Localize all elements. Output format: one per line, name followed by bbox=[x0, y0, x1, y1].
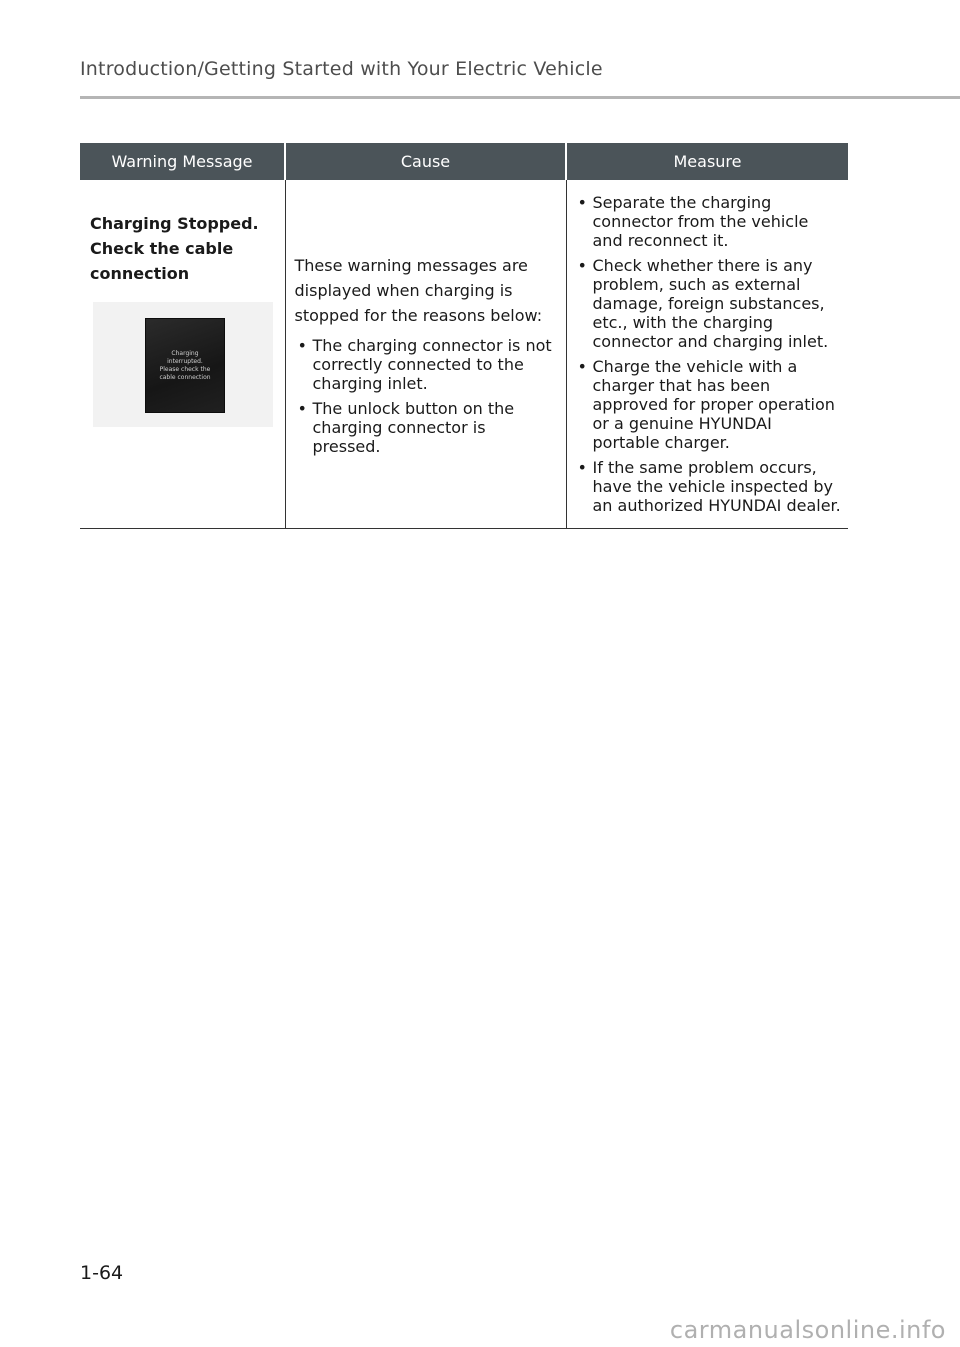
page-header: Introduction/Getting Started with Your Electric Vehicle bbox=[80, 58, 603, 80]
warning-line: Charging Stopped. bbox=[90, 214, 259, 233]
list-item: • The unlock button on the charging connector is pressed. bbox=[295, 399, 556, 456]
warning-message-text bbox=[80, 211, 285, 286]
warning-table bbox=[80, 143, 848, 529]
warning-message-cell bbox=[80, 180, 285, 529]
list-item: • Separate the charging connector from the vehicle and reconnect it. bbox=[575, 193, 843, 250]
cause-list bbox=[295, 336, 556, 456]
list-item: • The charging connector is not correctly connected to the charging inlet. bbox=[295, 336, 556, 393]
column-header-cause: Cause bbox=[285, 143, 566, 180]
header-rule bbox=[80, 96, 960, 99]
cause-cell bbox=[285, 180, 566, 529]
warning-line: connection bbox=[90, 264, 190, 283]
cause-intro: These warning messages are displayed when charging is stopped for the reasons below: bbox=[294, 255, 543, 325]
measure-cell bbox=[566, 180, 848, 529]
watermark: carmanualsonline.info bbox=[669, 1316, 946, 1344]
list-item: • Check whether there is any problem, such as external damage, foreign substances, etc., with the charging connector and charging inlet. bbox=[575, 256, 843, 351]
screen-line: Please check the bbox=[159, 365, 211, 373]
column-header-warning-message: Warning Message bbox=[80, 143, 285, 180]
cluster-screen-text bbox=[159, 350, 210, 382]
page-number: 1-64 bbox=[80, 1262, 124, 1284]
screen-line: Charging bbox=[171, 349, 199, 357]
cluster-display-illustration bbox=[93, 302, 273, 427]
table-header-row bbox=[80, 143, 848, 180]
table-row bbox=[80, 180, 848, 529]
screen-line: cable connection bbox=[159, 373, 211, 381]
list-item: • If the same problem occurs, have the vehicle inspected by an authorized HYUNDAI dealer. bbox=[575, 458, 843, 515]
screen-line: interrupted. bbox=[167, 357, 203, 365]
warning-line: Check the cable bbox=[90, 239, 234, 258]
cluster-screen bbox=[145, 318, 225, 413]
list-item: • Charge the vehicle with a charger that has been approved for proper operation or a genuine HYUNDAI portable charger. bbox=[575, 357, 843, 452]
column-header-measure: Measure bbox=[566, 143, 848, 180]
measure-list bbox=[575, 193, 843, 515]
